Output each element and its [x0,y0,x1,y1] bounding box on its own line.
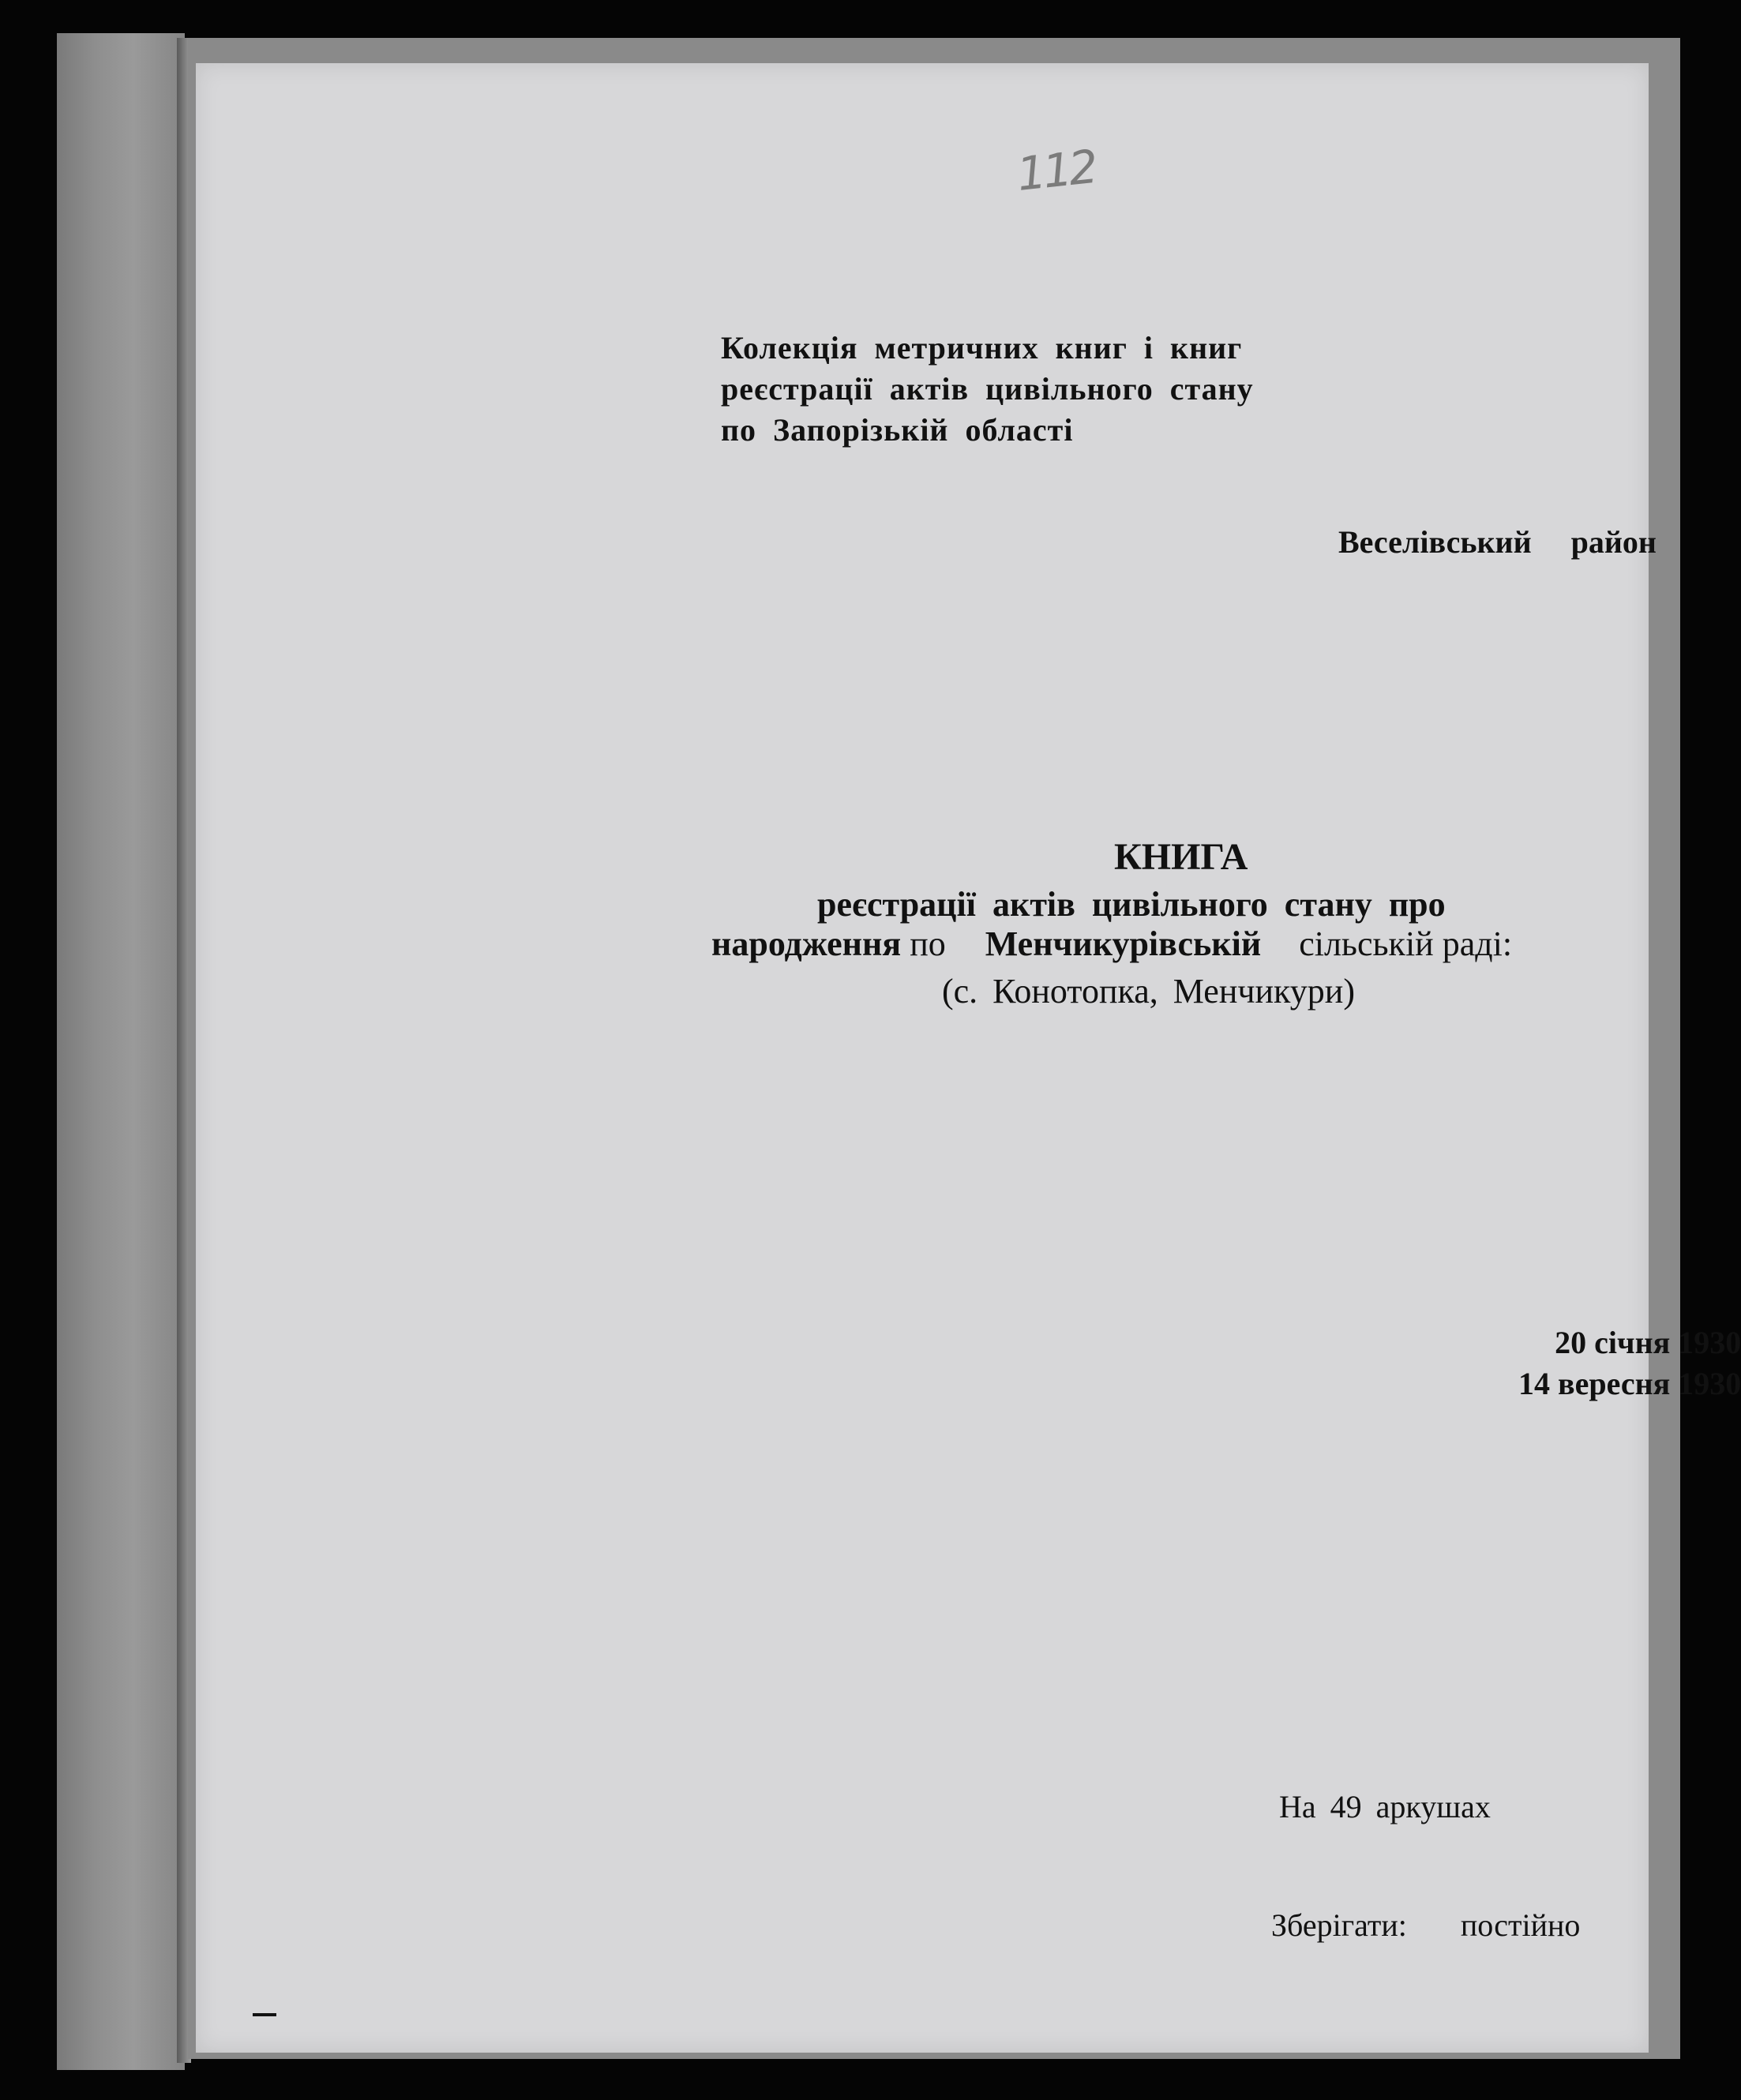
start-date: 20 січня 1930 [1555,1325,1741,1360]
by-word: по [901,924,946,963]
collection-line-1: Колекція метричних книг і книг [721,330,1243,366]
title-page [196,63,1741,2053]
retention-value: постійно [1460,1907,1581,1943]
book-description-line [711,924,1512,964]
collection-heading [721,328,1254,451]
sheet-count: На 49 аркушах [1279,1789,1491,1824]
collection-line-3: по Запорізькій області [721,412,1074,448]
book-title: КНИГА [1114,836,1248,878]
birth-word: народження [711,924,902,963]
council-name: Менчикурівській [985,924,1262,963]
collection-line-2: реєстрації актів цивільного стану [721,371,1254,407]
district-name: Веселівський район [1338,524,1657,560]
council-type: сільській раді: [1299,924,1513,963]
ink-mark [253,2013,276,2016]
villages-line: (с. Конотопка, Менчикури) [942,972,1355,1011]
book-spine [57,33,185,2070]
end-date: 14 вересня 1930 [1518,1366,1741,1401]
date-range [1518,1322,1741,1404]
handwritten-page-number: 112 [1014,140,1098,201]
book-subtitle: реєстрації актів цивільного стану про [817,885,1446,924]
retention-note [1271,1907,1580,1944]
retention-label: Зберігати: [1271,1907,1407,1943]
